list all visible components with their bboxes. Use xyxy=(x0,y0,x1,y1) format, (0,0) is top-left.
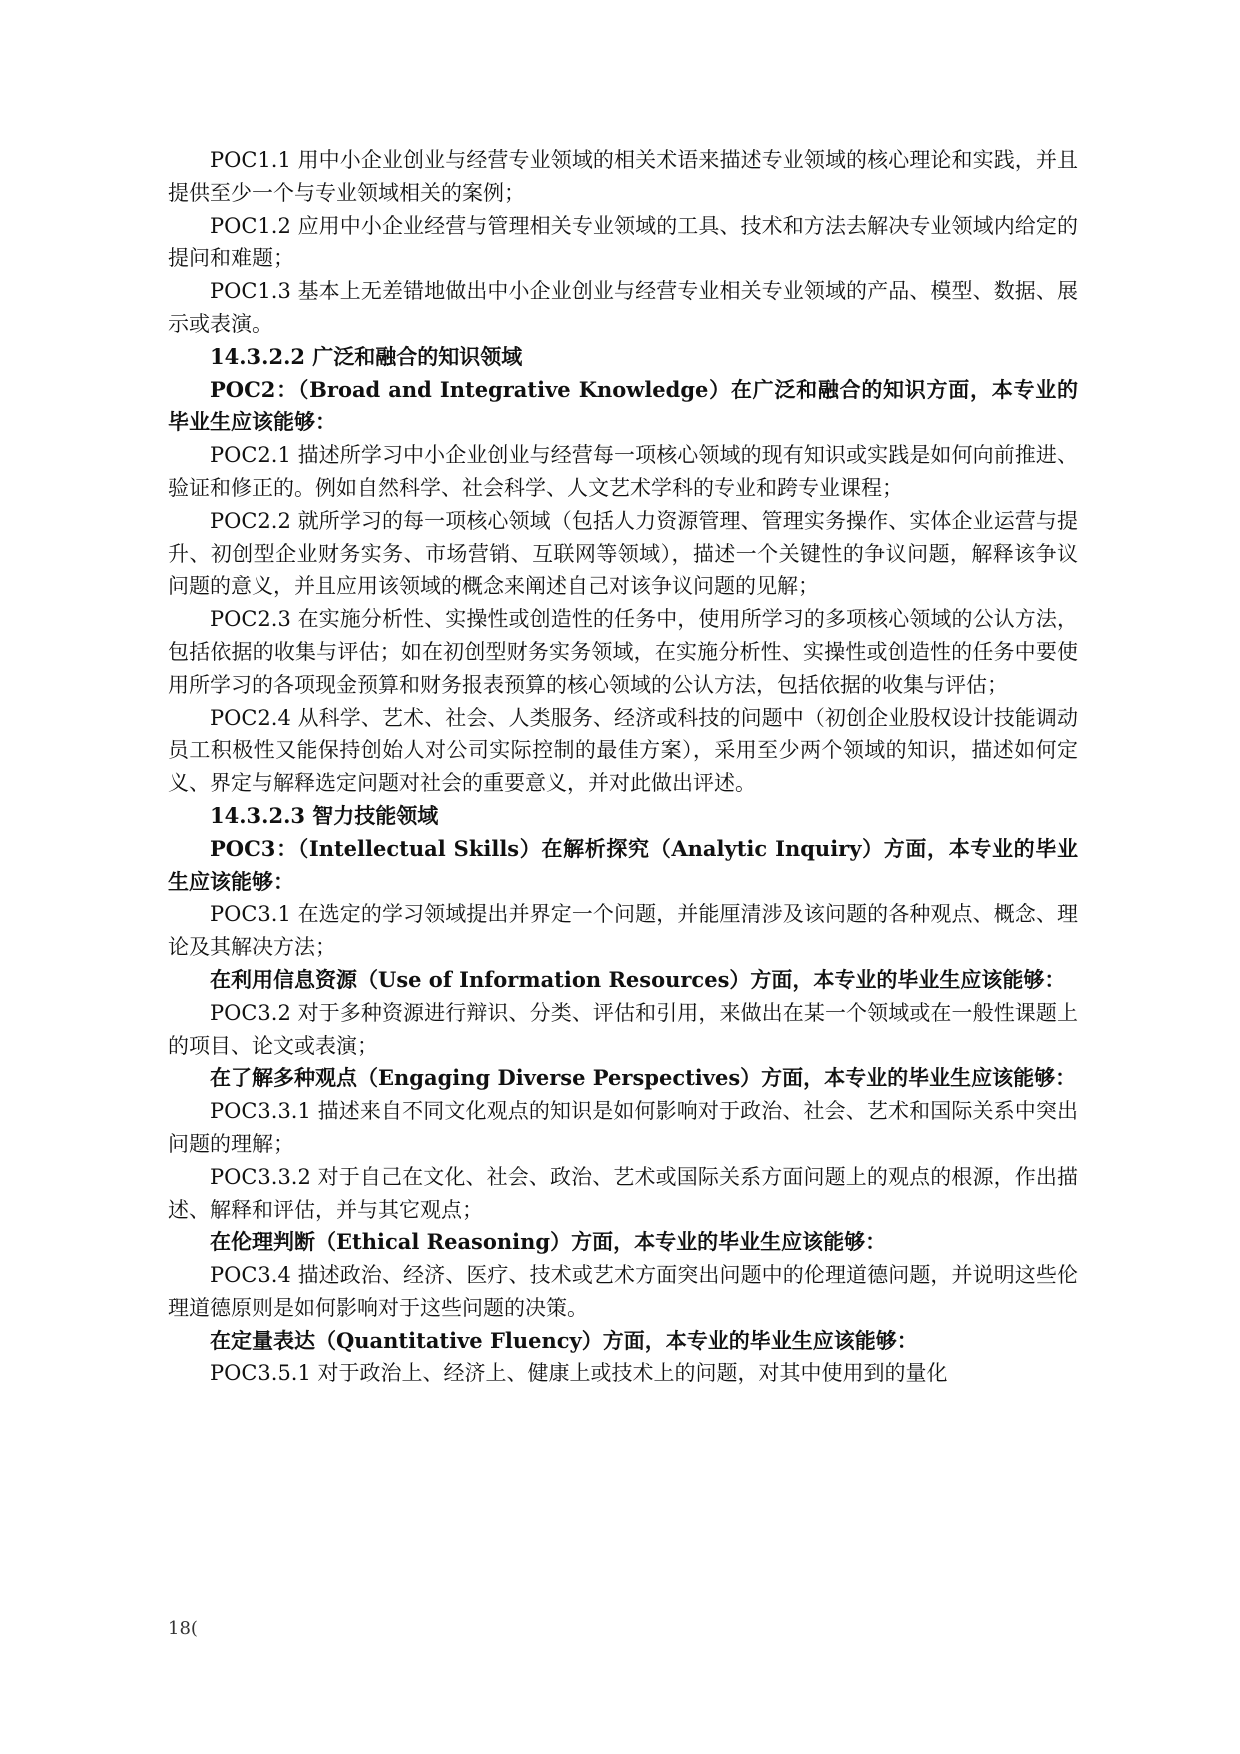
section-heading: 14.3.2.3 智力技能领域 xyxy=(210,802,439,828)
paragraph: POC3.4 描述政治、经济、医疗、技术或艺术方面突出问题中的伦理道德问题，并说明这些伦理道德原则是如何影响对于这些问题的决策。 xyxy=(168,1263,1078,1320)
section-heading: 在了解多种观点（Engaging Diverse Perspectives）方面，本专业的毕业生应该能够： xyxy=(210,1065,1077,1091)
paragraph: POC1.3 基本上无差错地做出中小企业创业与经营专业相关专业领域的产品、模型、数据、展示或表演。 xyxy=(168,279,1078,336)
paragraph: POC1.1 用中小企业创业与经营专业领域的相关术语来描述专业领域的核心理论和实践，并且提供至少一个与专业领域相关的案例； xyxy=(168,148,1078,205)
document-body xyxy=(168,144,1078,1390)
paragraph: POC1.2 应用中小企业经营与管理相关专业领域的工具、技术和方法去解决专业领域内给定的提问和难题； xyxy=(168,213,1078,271)
paragraph: POC3.3.2 对于自己在文化、社会、政治、艺术或国际关系方面问题上的观点的根源，作出描述、解释和评估，并与其它观点； xyxy=(168,1164,1078,1222)
paragraph: POC3.5.1 对于政治上、经济上、健康上或技术上的问题，对其中使用到的量化 xyxy=(210,1361,948,1386)
page-number: 18( xyxy=(168,1618,198,1639)
paragraph: POC3.3.1 描述来自不同文化观点的知识是如何影响对于政治、社会、艺术和国际关系中突出问题的理解； xyxy=(168,1099,1078,1156)
section-heading: 在伦理判断（Ethical Reasoning）方面，本专业的毕业生应该能够： xyxy=(210,1229,887,1255)
paragraph: POC3.1 在选定的学习领域提出并界定一个问题，并能厘清涉及该问题的各种观点、概念、理论及其解决方法； xyxy=(168,902,1078,960)
section-heading: POC2：（Broad and Integrative Knowledge）在广泛和融合的知识方面，本专业的毕业生应该能够： xyxy=(168,376,1078,435)
paragraph: POC2.1 描述所学习中小企业创业与经营每一项核心领域的现有知识或实践是如何向前推进、验证和修正的。例如自然科学、社会科学、人文艺术学科的专业和跨专业课程； xyxy=(168,443,1078,500)
paragraph: POC2.3 在实施分析性、实操性或创造性的任务中，使用所学习的多项核心领域的公认方法，包括依据的收集与评估；如在初创型财务实务领域，在实施分析性、实操性或创造性的任务中要使用所学习的各项现金预算和财务报表预算的核心领域的公认方法，包括依据的收集与评估； xyxy=(168,607,1078,697)
section-heading: 在定量表达（Quantitative Fluency）方面，本专业的毕业生应该能够： xyxy=(210,1327,918,1353)
paragraph: POC2.2 就所学习的每一项核心领域（包括人力资源管理、管理实务操作、实体企业运营与提升、初创型企业财务实务、市场营销、互联网等领域），描述一个关键性的争议问题，解释该争议问题的意义，并且应用该领域的概念来阐述自己对该争议问题的见解； xyxy=(168,508,1078,599)
section-heading: 14.3.2.2 广泛和融合的知识领域 xyxy=(210,343,523,369)
paragraph: POC3.2 对于多种资源进行辩识、分类、评估和引用，来做出在某一个领域或在一般性课题上的项目、论文或表演； xyxy=(168,1000,1078,1058)
paragraph: POC2.4 从科学、艺术、社会、人类服务、经济或科技的问题中（初创企业股权设计技能调动员工积极性又能保持创始人对公司实际控制的最佳方案），采用至少两个领域的知识，描述如何定义、界定与解释选定问题对社会的重要意义，并对此做出评述。 xyxy=(168,705,1078,796)
section-heading: 在利用信息资源（Use of Information Resources）方面，本专业的毕业生应该能够： xyxy=(210,966,1066,992)
section-heading: POC3：（Intellectual Skills）在解析探究（Analytic Inquiry）方面，本专业的毕业生应该能够： xyxy=(168,835,1078,894)
